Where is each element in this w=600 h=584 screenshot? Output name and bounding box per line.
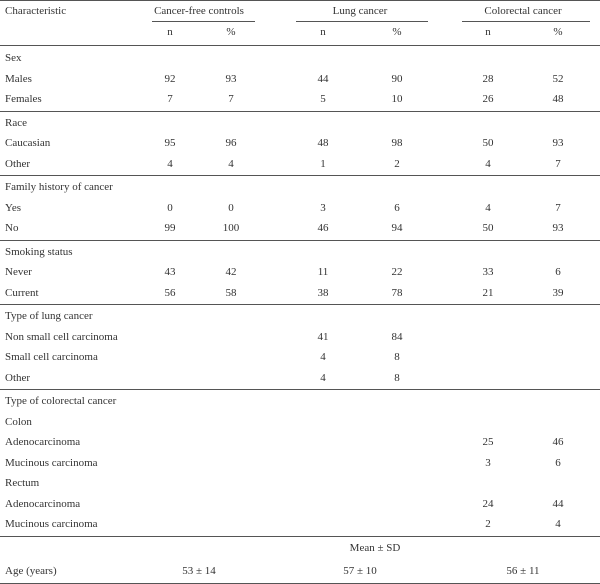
section-title: Type of lung cancer <box>5 310 93 322</box>
table-row <box>0 368 600 388</box>
row-label: Other <box>5 371 31 384</box>
row-value: 100 <box>222 222 240 234</box>
group-header: Colorectal cancer <box>484 5 562 17</box>
row-value: 96 <box>225 137 237 149</box>
row-value: 95 <box>164 137 176 149</box>
row-value: 28 <box>482 72 494 85</box>
subheader-cell: % <box>392 26 402 38</box>
row-value: 48 <box>552 93 564 105</box>
row-label: Mucinous carcinoma <box>5 456 98 469</box>
section-title: Type of colorectal cancer <box>5 395 117 407</box>
row-value: 7 <box>555 201 561 214</box>
row-value: 38 <box>317 286 329 299</box>
row-value: 11 <box>317 266 329 278</box>
row-value: 0 <box>228 201 234 214</box>
table-row <box>0 133 600 153</box>
table-row <box>0 69 600 89</box>
row-label: Caucasian <box>5 137 51 149</box>
table-row <box>0 218 600 238</box>
table-row <box>0 198 600 218</box>
row-value: 0 <box>167 201 173 214</box>
row-label: Yes <box>5 201 22 214</box>
row-value: 52 <box>552 72 564 85</box>
row-label: Non small cell carcinoma <box>5 330 118 343</box>
row-value: 22 <box>391 266 403 278</box>
row-value: 46 <box>317 222 329 234</box>
header-row-sub <box>0 22 600 42</box>
row-value: 84 <box>391 330 403 343</box>
row-value: 6 <box>555 456 561 469</box>
row-value: 78 <box>391 286 403 299</box>
header-characteristic: Characteristic <box>5 5 67 17</box>
row-value: 43 <box>164 266 176 278</box>
row-value: 7 <box>228 93 234 105</box>
row-value: 39 <box>552 286 564 299</box>
row-value: 4 <box>320 351 326 363</box>
subheader-cell: n <box>485 26 491 38</box>
row-label: Mucinous carcinoma <box>5 518 98 530</box>
section-title-row <box>0 177 600 197</box>
row-label: Other <box>5 157 31 170</box>
row-value: 8 <box>394 351 400 363</box>
row-value: 1 <box>320 157 326 170</box>
section-title: Smoking status <box>5 245 73 258</box>
section-title: Family history of cancer <box>5 181 113 193</box>
row-value: 2 <box>394 157 400 170</box>
section-title-row <box>0 306 600 326</box>
section-title: Sex <box>5 52 22 64</box>
section-divider <box>0 389 600 390</box>
row-label: Current <box>5 286 39 299</box>
row-value: 48 <box>317 137 329 149</box>
section-title: Race <box>5 116 27 129</box>
row-label: Rectum <box>5 477 40 489</box>
row-value: 25 <box>482 436 494 448</box>
table-row <box>0 283 600 303</box>
row-value: 8 <box>394 371 400 384</box>
row-value: 56 <box>164 286 176 299</box>
age-value: 57 ± 10 <box>343 564 377 577</box>
table-row <box>0 514 600 534</box>
row-value: 4 <box>167 157 173 170</box>
row-value: 5 <box>320 93 326 105</box>
age-value: 56 ± 11 <box>506 564 540 577</box>
group-header: Cancer-free controls <box>154 5 244 17</box>
row-value: 93 <box>552 222 564 234</box>
row-value: 6 <box>394 201 400 214</box>
row-value: 50 <box>482 222 494 234</box>
row-value: 58 <box>225 286 237 299</box>
table-row <box>0 347 600 367</box>
subheader-cell: % <box>226 26 236 38</box>
row-value: 6 <box>555 266 561 278</box>
row-value: 2 <box>485 518 491 530</box>
row-value: 33 <box>482 266 494 278</box>
row-value: 26 <box>482 93 494 105</box>
row-label: Females <box>5 93 42 105</box>
table-row <box>0 89 600 109</box>
row-value: 98 <box>391 137 403 149</box>
row-label: Small cell carcinoma <box>5 351 98 363</box>
row-value: 4 <box>555 518 561 530</box>
section-divider <box>0 175 600 176</box>
section-title-row <box>0 391 600 411</box>
row-value: 10 <box>391 93 403 105</box>
row-value: 7 <box>167 93 173 105</box>
row-value: 3 <box>485 456 491 469</box>
row-label: Never <box>5 266 32 278</box>
row-value: 50 <box>482 137 494 149</box>
row-value: 42 <box>225 266 237 278</box>
row-label: Males <box>5 72 32 85</box>
row-value: 4 <box>228 157 234 170</box>
row-value: 44 <box>552 497 564 510</box>
section-title-row <box>0 113 600 133</box>
row-value: 93 <box>225 72 237 85</box>
row-value: 24 <box>482 497 494 510</box>
row-value: 90 <box>391 72 403 85</box>
table-row <box>0 262 600 282</box>
table-row <box>0 453 600 473</box>
header-row-groups <box>0 1 600 21</box>
subheader-cell: n <box>167 26 173 38</box>
row-value: 94 <box>391 222 403 234</box>
age-label: Age (years) <box>5 564 57 577</box>
table-bottom-rule <box>0 583 600 584</box>
row-label: Colon <box>5 415 32 428</box>
table-row <box>0 412 600 432</box>
row-value: 92 <box>164 72 176 85</box>
section-title-row <box>0 242 600 262</box>
row-value: 46 <box>552 436 564 448</box>
row-label: Adenocarcinoma <box>5 436 81 448</box>
mean-divider <box>0 536 600 537</box>
row-value: 7 <box>555 157 561 170</box>
table-row <box>0 473 600 493</box>
row-label: Adenocarcinoma <box>5 497 81 510</box>
row-value: 44 <box>317 72 329 85</box>
row-value: 41 <box>317 330 329 343</box>
row-value: 4 <box>485 201 491 214</box>
row-value: 99 <box>164 222 176 234</box>
mean-header-row <box>0 538 600 558</box>
row-value: 21 <box>482 286 494 299</box>
row-value: 3 <box>320 201 326 214</box>
section-title-row <box>0 48 600 68</box>
table-row <box>0 327 600 347</box>
header-bottom-rule <box>0 45 600 46</box>
row-value: 4 <box>485 157 491 170</box>
table-row <box>0 494 600 514</box>
row-value: 4 <box>320 371 326 384</box>
subheader-cell: n <box>320 26 326 38</box>
row-value: 93 <box>552 137 564 149</box>
table-row <box>0 432 600 452</box>
section-divider <box>0 240 600 241</box>
row-label: No <box>5 222 19 234</box>
section-divider <box>0 111 600 112</box>
subheader-cell: % <box>553 26 563 38</box>
age-row <box>0 561 600 581</box>
mean-header: Mean ± SD <box>349 541 401 554</box>
section-divider <box>0 304 600 305</box>
table-row <box>0 154 600 174</box>
group-header: Lung cancer <box>332 5 388 17</box>
age-value: 53 ± 14 <box>182 564 216 577</box>
